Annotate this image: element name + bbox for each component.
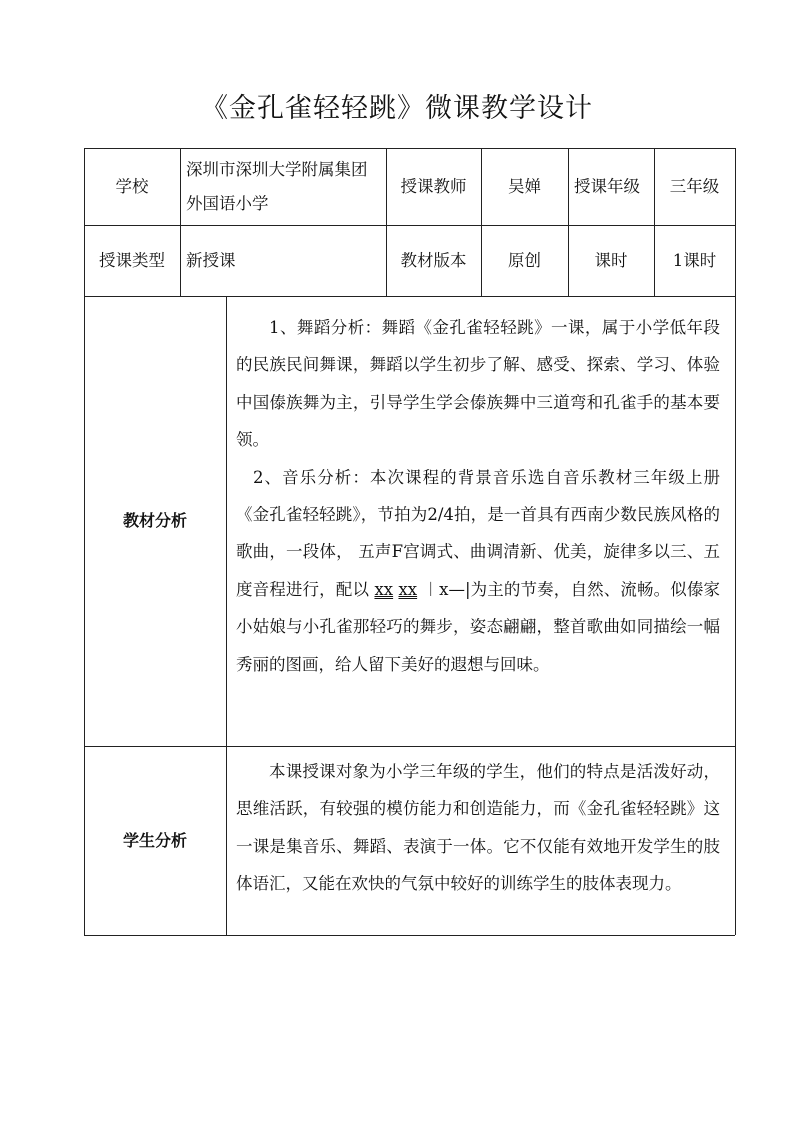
student-analysis-text — [236, 753, 720, 903]
lesson-type-label: 授课类型 — [99, 250, 165, 270]
page-title: 《金孔雀轻轻跳》微课教学设计 — [201, 93, 593, 124]
school-value: 深圳市深圳大学附属集团外国语小学 — [186, 159, 368, 213]
school-label: 学校 — [115, 176, 149, 196]
teacher-label: 授课教师 — [400, 176, 467, 196]
rhythm-note-2: xx — [398, 579, 418, 599]
textbook-analysis-text — [236, 309, 720, 683]
grade-label: 授课年级 — [574, 176, 640, 196]
dance-analysis-paragraph: 1、舞蹈分析：舞蹈《金孔雀轻轻跳》一课，属于小学低年段的民族民间舞课，舞蹈以学生初步了解、感受、探索、学习、体验中国傣族舞为主，引导学生学会傣族舞中三道弯和孔雀手的基本要领。 — [236, 318, 720, 450]
rhythm-note-3: ︱x—| — [422, 579, 471, 599]
textbook-analysis-label: 教材分析 — [122, 511, 187, 530]
edition-value: 原创 — [508, 250, 541, 270]
lesson-design-table — [84, 148, 735, 935]
music-analysis-paragraph — [236, 459, 720, 683]
student-analysis-label: 学生分析 — [122, 830, 187, 850]
music-analysis-tail: 为主的节奏，自然、流畅。似傣家小姑娘与小孔雀那轻巧的舞步，姿态翩翩，整首歌曲如同描绘一幅秀丽的图画，给人留下美好的遐想与回味。 — [236, 579, 721, 674]
music-analysis-lead: 2、音乐分析：本次课程的背景音乐选自音乐教材三年级上册《金孔雀轻轻跳》，节拍为2/4拍，是一首具有西南少数民族风格的歌曲，一段体， 五声F宫调式、曲调清新、优美，旋律多以三、五度音程进行，配以 — [236, 467, 720, 599]
rhythm-note-1: xx — [374, 579, 394, 599]
edition-label: 教材版本 — [400, 250, 467, 270]
period-value: 1课时 — [672, 250, 717, 270]
student-analysis-paragraph: 本课授课对象为小学三年级的学生，他们的特点是活泼好动，思维活跃，有较强的模仿能力和创造能力，而《金孔雀轻轻跳》这一课是集音乐、舞蹈、表演于一体。它不仅能有效地开发学生的肢体语汇，又能在欢快的气氛中较好的训练学生的肢体表现力。 — [236, 762, 720, 894]
grade-value: 三年级 — [669, 176, 720, 196]
lesson-type-value: 新授课 — [186, 250, 236, 270]
period-label: 课时 — [594, 250, 628, 270]
teacher-value: 吴婵 — [508, 176, 541, 196]
